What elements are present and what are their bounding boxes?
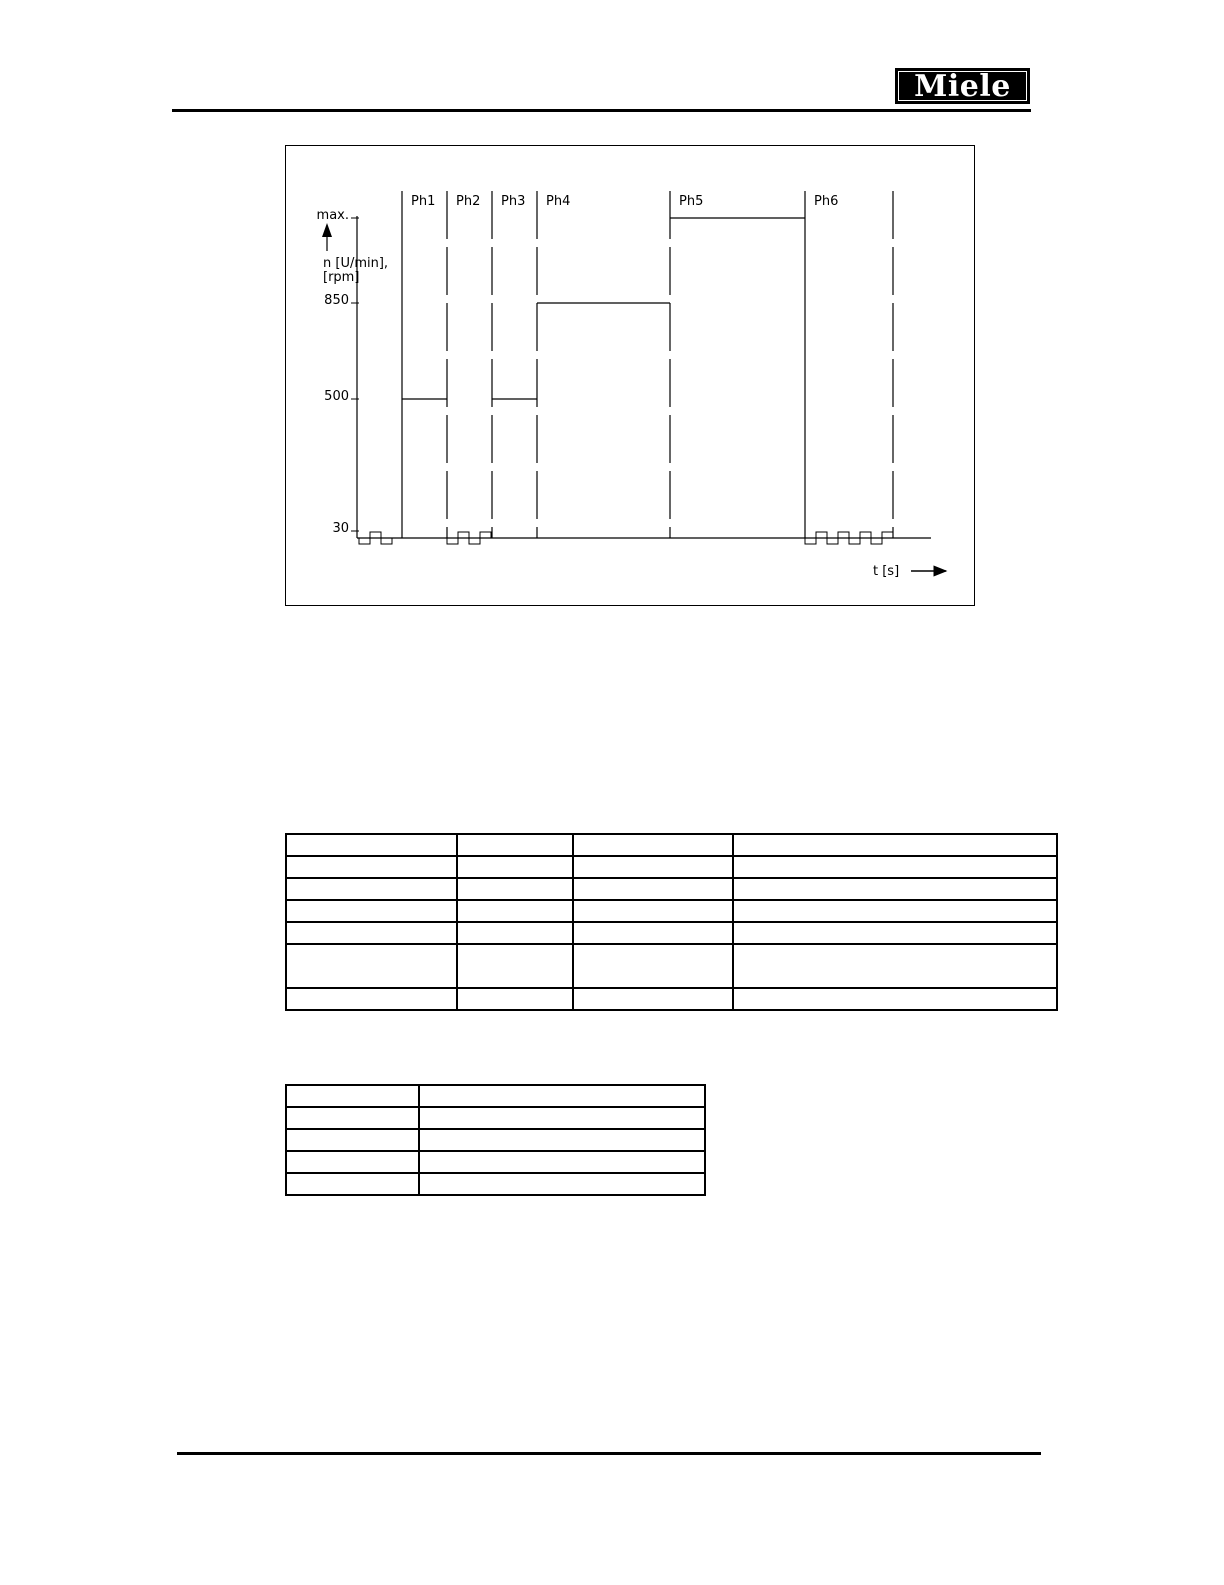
table-row bbox=[286, 988, 1057, 1010]
table-row bbox=[286, 1085, 705, 1107]
y-tick-label: 850 bbox=[324, 293, 349, 308]
table-cell bbox=[733, 900, 1057, 922]
table-row bbox=[286, 944, 1057, 988]
table-row bbox=[286, 1173, 705, 1195]
phase-label: Ph2 bbox=[456, 194, 481, 209]
table-cell bbox=[457, 988, 573, 1010]
table-cell bbox=[457, 878, 573, 900]
y-tick-label: 500 bbox=[324, 389, 349, 404]
y-tick-label: max. bbox=[316, 208, 349, 223]
table-cell bbox=[286, 988, 457, 1010]
table-2 bbox=[285, 1084, 706, 1196]
table-cell bbox=[457, 944, 573, 988]
table-cell bbox=[457, 834, 573, 856]
table-row bbox=[286, 900, 1057, 922]
table-cell bbox=[286, 1085, 419, 1107]
table-cell bbox=[286, 1173, 419, 1195]
y-axis-label: n [U/min], bbox=[323, 256, 389, 271]
phase-label: Ph4 bbox=[546, 194, 571, 209]
table-cell bbox=[573, 922, 733, 944]
table-cell bbox=[573, 944, 733, 988]
table-row bbox=[286, 1151, 705, 1173]
table-cell bbox=[419, 1085, 705, 1107]
table-cell bbox=[573, 856, 733, 878]
table-cell bbox=[457, 856, 573, 878]
table-cell bbox=[457, 900, 573, 922]
x-axis-label: t [s] bbox=[873, 564, 900, 579]
table-cell bbox=[286, 856, 457, 878]
table-cell bbox=[733, 922, 1057, 944]
y-arrow-head bbox=[322, 223, 332, 237]
table-cell bbox=[286, 1129, 419, 1151]
table-row bbox=[286, 878, 1057, 900]
table-row bbox=[286, 834, 1057, 856]
table-cell bbox=[286, 1107, 419, 1129]
table-row bbox=[286, 922, 1057, 944]
phase-label: Ph1 bbox=[411, 194, 436, 209]
table-1 bbox=[285, 833, 1058, 1011]
table-cell bbox=[286, 834, 457, 856]
table-cell bbox=[573, 988, 733, 1010]
table-cell bbox=[419, 1129, 705, 1151]
phase-label: Ph3 bbox=[501, 194, 526, 209]
table-cell bbox=[457, 922, 573, 944]
table-cell bbox=[419, 1173, 705, 1195]
table-row bbox=[286, 1129, 705, 1151]
table-cell bbox=[573, 878, 733, 900]
spin-speed-chart bbox=[285, 145, 975, 606]
table-cell bbox=[286, 900, 457, 922]
phase-label: Ph5 bbox=[679, 194, 704, 209]
table-row bbox=[286, 1107, 705, 1129]
logo-text: Miele bbox=[898, 71, 1027, 101]
footer-rule bbox=[177, 1452, 1041, 1455]
y-axis-label-unit: [rpm] bbox=[323, 270, 360, 285]
phase-label: Ph6 bbox=[814, 194, 839, 209]
table-cell bbox=[286, 922, 457, 944]
table-cell bbox=[419, 1107, 705, 1129]
chart-svg bbox=[1, 1, 1224, 1585]
table-cell bbox=[573, 834, 733, 856]
table-cell bbox=[573, 900, 733, 922]
table-cell bbox=[286, 1151, 419, 1173]
table-cell bbox=[286, 944, 457, 988]
table-cell bbox=[733, 878, 1057, 900]
table-cell bbox=[419, 1151, 705, 1173]
y-tick-label: 30 bbox=[332, 521, 349, 536]
table-cell bbox=[733, 856, 1057, 878]
table-row bbox=[286, 856, 1057, 878]
table-cell bbox=[733, 988, 1057, 1010]
table-cell bbox=[733, 834, 1057, 856]
table-cell bbox=[733, 944, 1057, 988]
table-cell bbox=[286, 878, 457, 900]
